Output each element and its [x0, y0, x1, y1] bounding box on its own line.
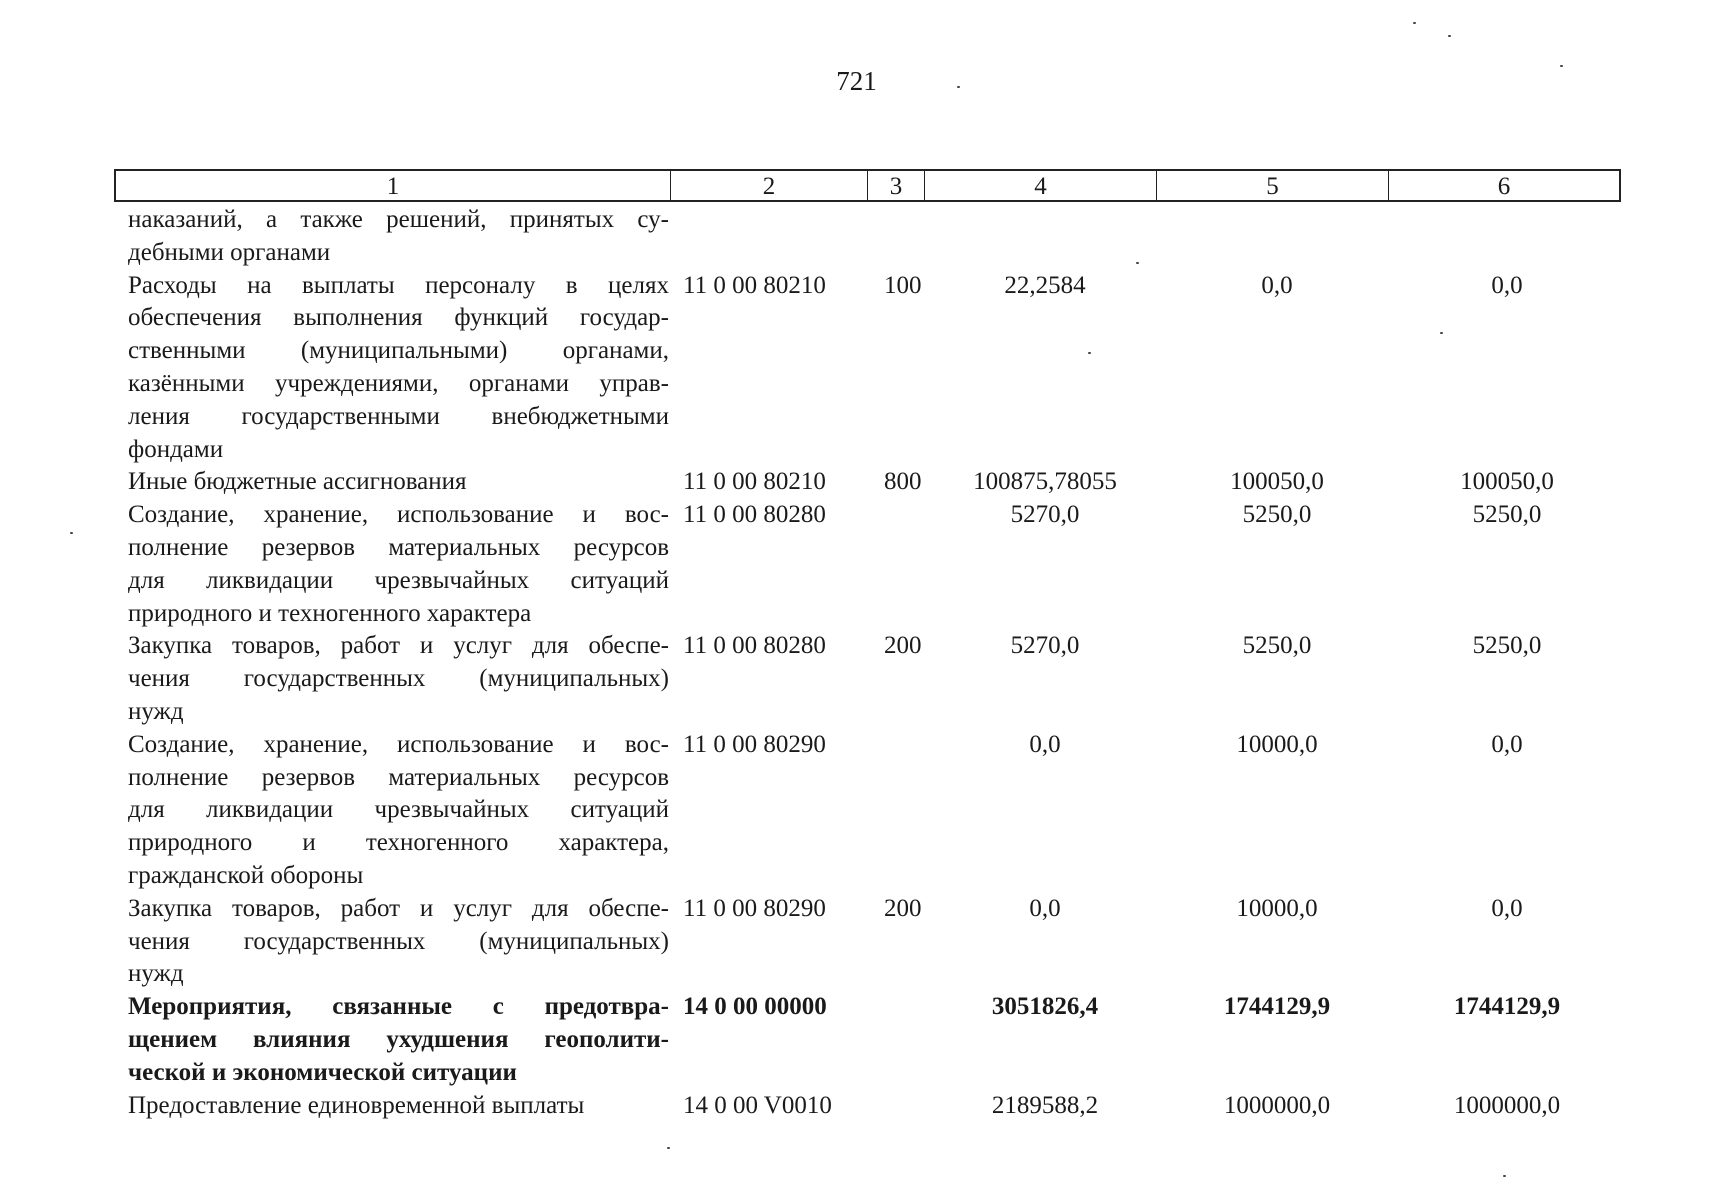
description-line: Закупка товаров, работ и услуг для обеспе- [128, 632, 669, 660]
scan-speck [667, 1147, 670, 1149]
row-value-col6: 100050,0 [1460, 468, 1554, 496]
row-description [114, 729, 669, 893]
row-description [114, 1090, 669, 1123]
row-description [114, 991, 669, 1089]
table-row [114, 466, 1621, 499]
row-value-col4: 5270,0 [1010, 501, 1080, 529]
column-header-2: 2 [671, 171, 868, 200]
row-value-col5: 1000000,0 [1223, 1091, 1331, 1119]
description-line: Иные бюджетные ассигнования [128, 468, 467, 496]
row-value-col4: 0,0 [1029, 894, 1061, 922]
row-value-col5: 100050,0 [1230, 468, 1324, 496]
row-value-col5: 5250,0 [1242, 632, 1312, 660]
description-line: природного и техногенного характера, [128, 829, 669, 857]
table-body [114, 204, 1621, 1122]
row-code: 11 0 00 80280 [683, 501, 826, 529]
table-row [114, 729, 1621, 893]
row-value-col4: 0,0 [1029, 730, 1061, 758]
column-header-6: 6 [1497, 173, 1511, 200]
table-header [114, 169, 1621, 202]
description-line: природного и техногенного характера [128, 599, 532, 627]
row-value-col5: 10000,0 [1236, 894, 1318, 922]
column-header-1: 1 [116, 171, 671, 200]
scan-speck [1560, 65, 1563, 67]
description-line: Мероприятия, связанные с предотвра- [128, 993, 669, 1021]
table-row [114, 893, 1621, 991]
description-line: Предоставление единовременной выплаты [128, 1091, 585, 1119]
description-line: дебными органами [128, 238, 331, 266]
row-value-col4: 2189588,2 [991, 1091, 1099, 1119]
scan-speck [1440, 332, 1443, 334]
table-row [114, 270, 1621, 467]
row-value-col5: 0,0 [1261, 271, 1293, 299]
scan-speck [957, 86, 960, 88]
row-description [114, 893, 669, 991]
scan-speck [1088, 352, 1091, 354]
row-expense-type: 200 [884, 894, 922, 922]
table-row [114, 204, 1621, 270]
row-description [114, 499, 669, 630]
description-line: чения государственных (муниципальных) [128, 927, 669, 955]
column-header-5: 5 [1157, 171, 1389, 200]
row-value-col6: 1744129,9 [1453, 993, 1561, 1021]
description-line: полнение резервов материальных ресурсов [128, 533, 669, 561]
row-value-col5: 5250,0 [1242, 501, 1312, 529]
description-line: Закупка товаров, работ и услуг для обеспе- [128, 894, 669, 922]
description-line: нужд [128, 697, 184, 725]
row-value-col4: 100875,78055 [973, 468, 1117, 496]
scan-speck [1136, 262, 1139, 264]
row-description [114, 204, 669, 270]
row-description [114, 466, 669, 499]
description-line: фондами [128, 435, 224, 463]
row-code: 11 0 00 80280 [683, 632, 826, 660]
description-line: для ликвидации чрезвычайных ситуаций [128, 796, 669, 824]
description-line: нужд [128, 960, 184, 988]
scan-speck [1413, 22, 1416, 24]
description-line: наказаний, а также решений, принятых су- [128, 206, 669, 233]
scan-speck [1503, 1175, 1506, 1177]
row-code: 11 0 00 80290 [683, 894, 826, 922]
row-value-col6: 1000000,0 [1453, 1091, 1561, 1119]
description-line: для ликвидации чрезвычайных ситуаций [128, 566, 669, 594]
row-value-col4: 5270,0 [1010, 632, 1080, 660]
row-value-col5: 10000,0 [1236, 730, 1318, 758]
row-code: 14 0 00 00000 [683, 993, 827, 1021]
description-line: обеспечения выполнения функций государ- [128, 304, 669, 332]
description-line: гражданской обороны [128, 861, 364, 889]
row-code: 14 0 00 V0010 [683, 1091, 832, 1119]
row-code: 11 0 00 80210 [683, 271, 826, 299]
row-value-col6: 0,0 [1491, 730, 1523, 758]
description-line: ления государственными внебюджетными [128, 402, 669, 430]
table-row [114, 1090, 1621, 1123]
row-value-col5: 1744129,9 [1223, 993, 1331, 1021]
row-expense-type: 200 [884, 632, 922, 660]
row-description [114, 630, 669, 728]
description-line: ческой и экономической ситуации [128, 1058, 517, 1086]
description-line: чения государственных (муниципальных) [128, 665, 669, 693]
column-header-3: 3 [868, 171, 925, 200]
scan-speck [1448, 35, 1451, 37]
description-line: казёнными учреждениями, органами управ- [128, 369, 669, 397]
page-number: 721 [836, 66, 877, 96]
description-line: Создание, хранение, использование и вос- [128, 730, 669, 758]
row-value-col6: 5250,0 [1472, 501, 1542, 529]
row-code: 11 0 00 80210 [683, 468, 826, 496]
scan-speck [70, 532, 73, 534]
row-expense-type: 800 [884, 468, 922, 496]
row-value-col6: 5250,0 [1472, 632, 1542, 660]
table-row [114, 499, 1621, 630]
row-value-col6: 0,0 [1491, 271, 1523, 299]
row-value-col6: 0,0 [1491, 894, 1523, 922]
row-description [114, 270, 669, 467]
description-line: Расходы на выплаты персоналу в целях [128, 271, 669, 299]
description-line: полнение резервов материальных ресурсов [128, 763, 669, 791]
table-row [114, 991, 1621, 1089]
column-header-4: 4 [925, 171, 1157, 200]
table-row [114, 630, 1621, 728]
description-line: Создание, хранение, использование и вос- [128, 501, 669, 529]
description-line: ственными (муниципальными) органами, [128, 337, 669, 365]
description-line: щением влияния ухудшения геополити- [128, 1025, 669, 1053]
row-value-col4: 22,2584 [1004, 271, 1086, 299]
row-expense-type: 100 [884, 271, 922, 299]
row-code: 11 0 00 80290 [683, 730, 826, 758]
row-value-col4: 3051826,4 [991, 993, 1099, 1021]
